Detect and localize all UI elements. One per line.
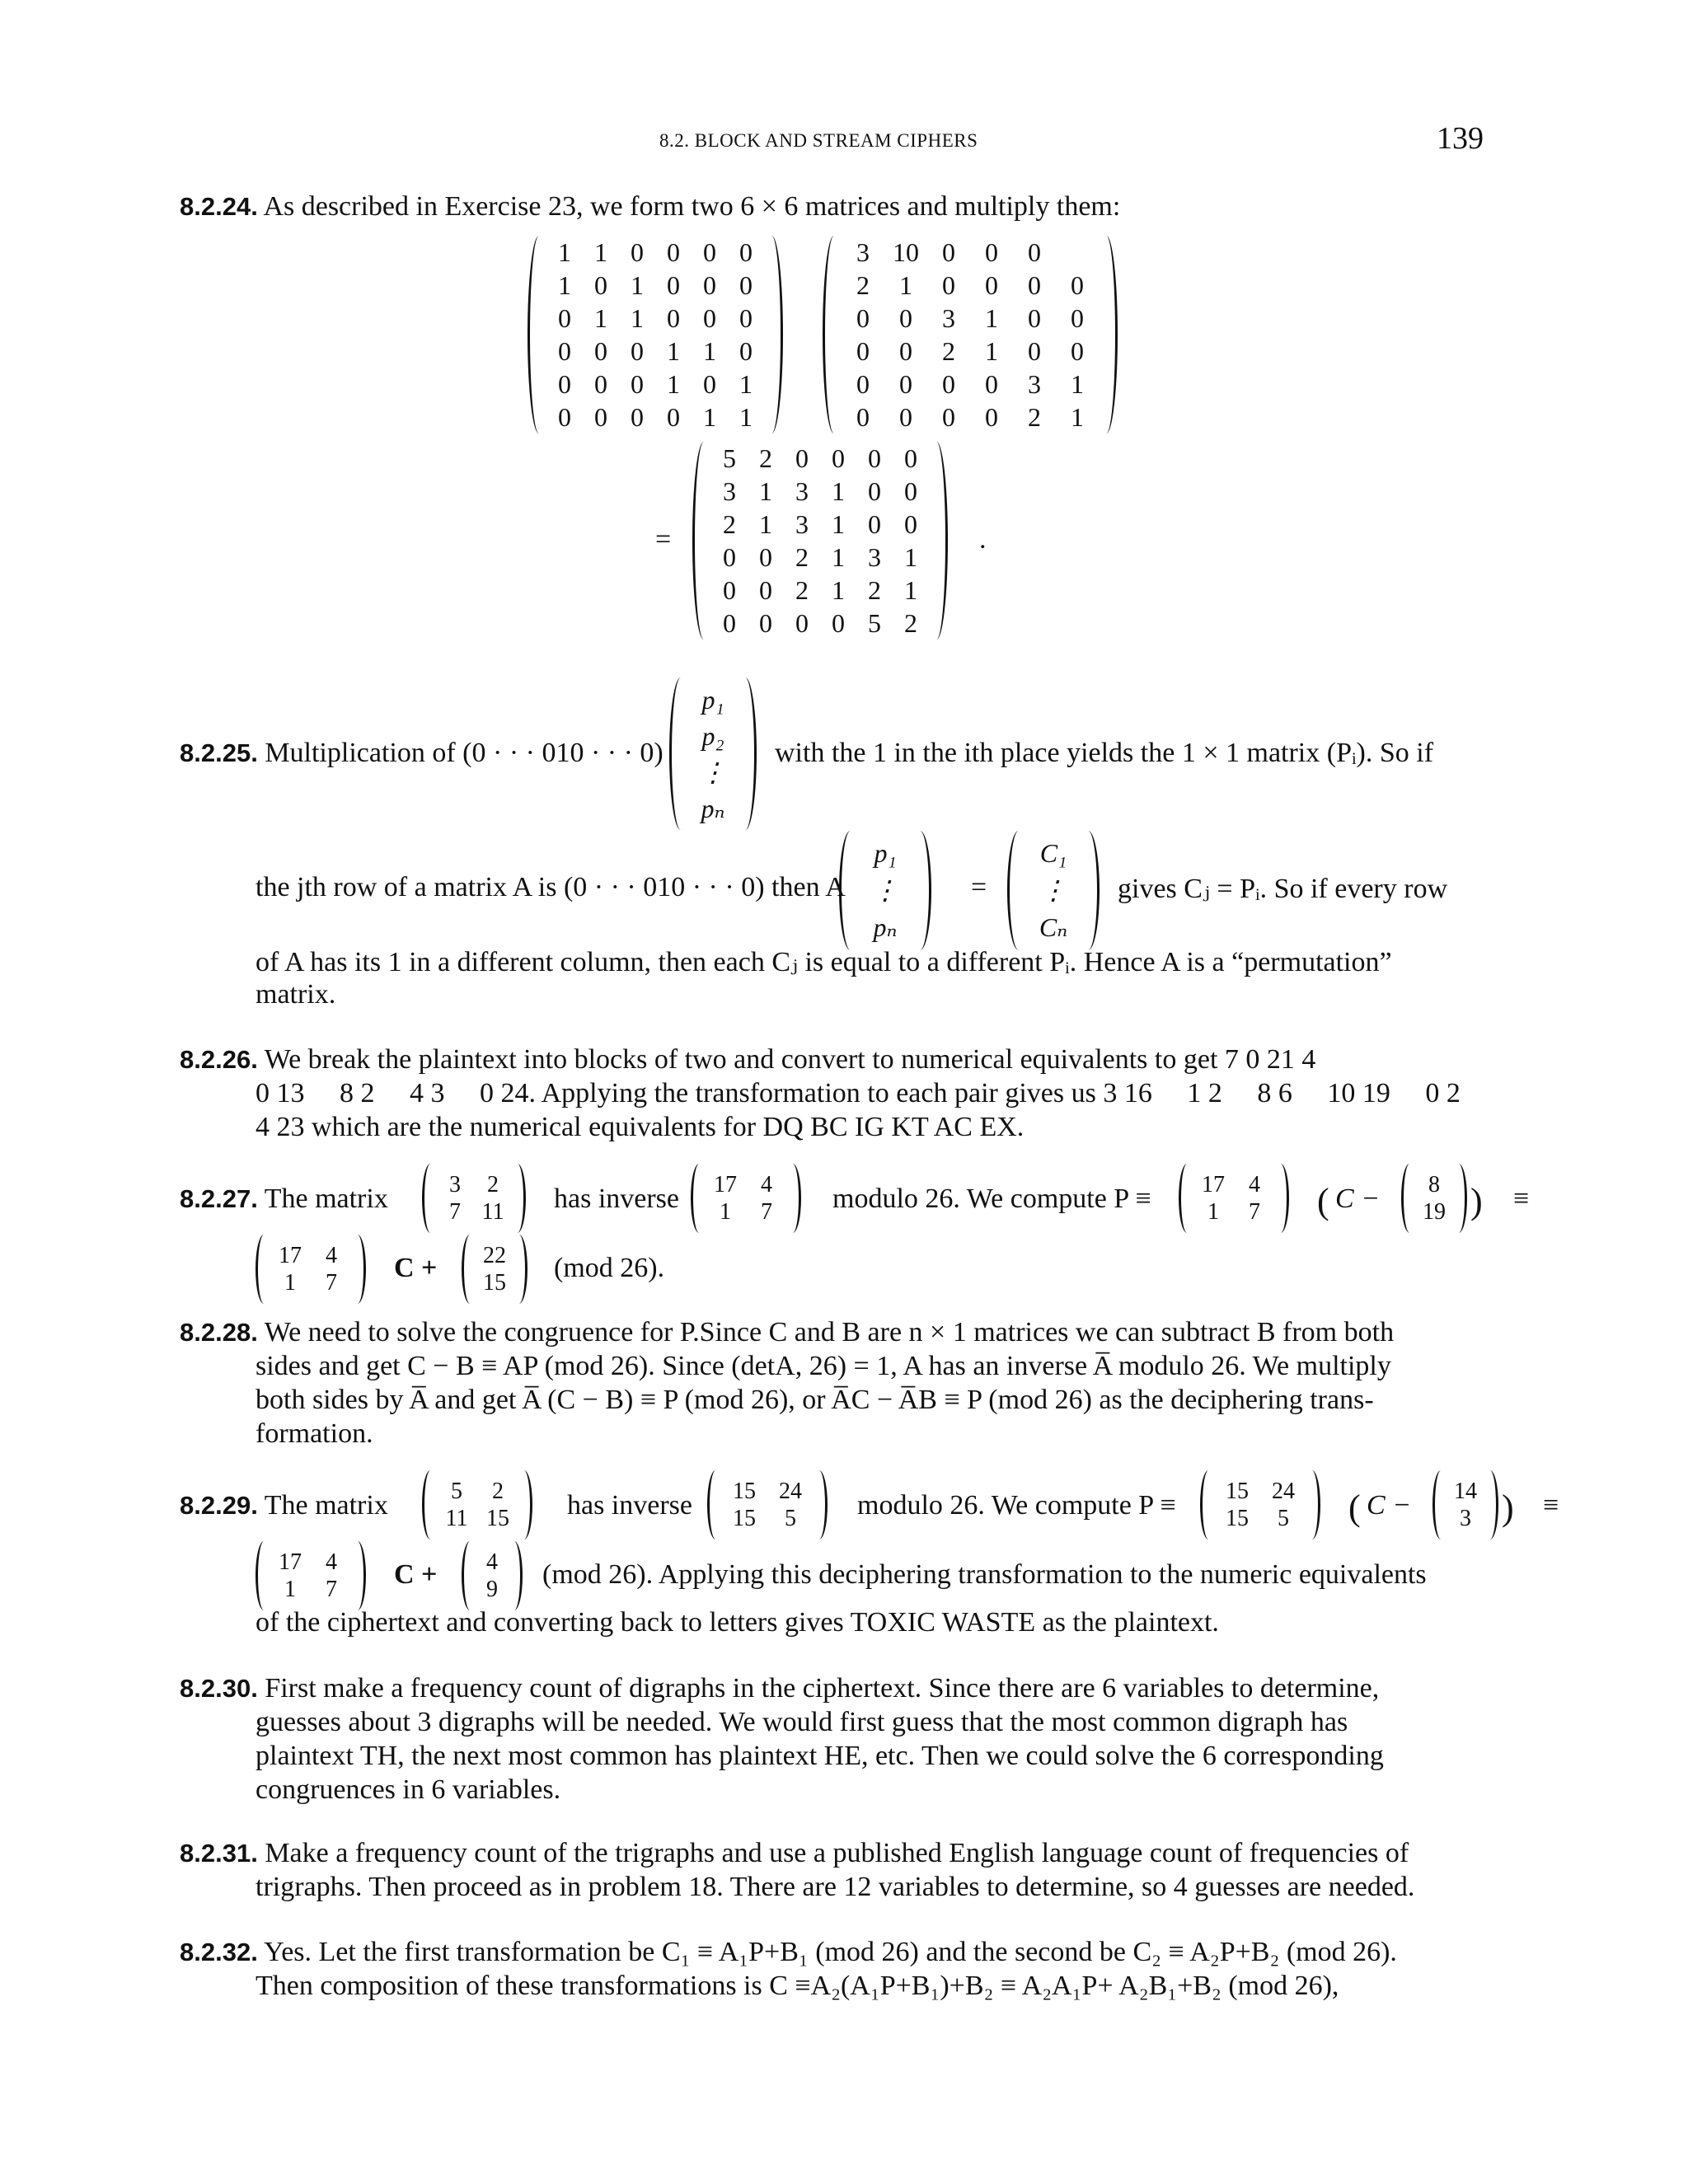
matrix-cell: 0 bbox=[703, 303, 716, 333]
column-vector-p bbox=[669, 677, 757, 830]
exercise-text: Then composition of these transformations is C ≡A₂(A₁P+B₁)+B₂ ≡ A₂A₁P+ A₂B₁+B₂ (mod 26), bbox=[256, 1971, 1339, 2001]
right-paren bbox=[512, 1164, 526, 1233]
matrix-cell: 0 bbox=[723, 542, 736, 572]
matrix-cell: 1 bbox=[558, 237, 571, 267]
matrix-cell: 1 bbox=[703, 336, 716, 366]
matrix-cell: 0 bbox=[703, 237, 716, 267]
left-paren bbox=[691, 1164, 705, 1233]
exercise-text: congruences in 6 variables. bbox=[256, 1774, 561, 1805]
page-header bbox=[0, 121, 1688, 160]
matrix-cell: 1 bbox=[284, 1577, 296, 1602]
matrix-b bbox=[823, 236, 1118, 434]
matrix-cell: 7 bbox=[449, 1199, 461, 1225]
matrix-grid bbox=[1193, 1164, 1275, 1233]
right-paren bbox=[912, 831, 931, 950]
matrix-cell: 0 bbox=[1028, 237, 1041, 267]
matrix-cell: 2 bbox=[942, 336, 955, 366]
matrix-cell: 4 bbox=[486, 1549, 498, 1575]
matrix-cell: 0 bbox=[904, 509, 917, 539]
equiv-sign: ≡ bbox=[1513, 1183, 1530, 1214]
matrix-cell: 15 bbox=[1226, 1506, 1249, 1531]
matrix-cell: pₙ bbox=[873, 912, 898, 942]
matrix-a bbox=[528, 236, 783, 434]
matrix-cell: 0 bbox=[942, 270, 955, 300]
exercise-text: formation. bbox=[256, 1418, 373, 1449]
right-paren bbox=[1453, 1164, 1467, 1233]
matrix-cell: 3 bbox=[449, 1172, 461, 1197]
matrix-cell: 0 bbox=[1028, 270, 1041, 300]
matrix-cell: 0 bbox=[904, 476, 917, 506]
matrix-27-a bbox=[422, 1164, 526, 1233]
matrix-cell: 0 bbox=[594, 336, 607, 366]
vector-27-b bbox=[462, 1235, 528, 1304]
matrix-product bbox=[692, 442, 948, 640]
matrix-a-grid bbox=[546, 236, 764, 434]
matrix-cell: 0 bbox=[899, 303, 912, 333]
right-paren bbox=[518, 1470, 532, 1540]
matrix-cell: 0 bbox=[739, 237, 753, 267]
right-paren bbox=[1275, 1164, 1289, 1233]
left-paren bbox=[256, 1235, 270, 1304]
matrix-cell: 0 bbox=[1071, 336, 1084, 366]
exercise-text: with the 1 in the ith place yields the 1 × 1 matrix (Pᵢ). So if bbox=[775, 738, 1434, 768]
matrix-cell: 0 bbox=[631, 336, 644, 366]
matrix-cell: 5 bbox=[723, 443, 736, 473]
matrix-cell: 0 bbox=[739, 303, 753, 333]
exercise-8-2-29-number bbox=[180, 1490, 388, 1521]
right-paren bbox=[513, 1235, 528, 1304]
exercise-number: 8.2.26. bbox=[180, 1045, 258, 1074]
matrix-29-c bbox=[1200, 1470, 1320, 1540]
matrix-cell: 5 bbox=[785, 1506, 796, 1531]
exercise-text: The matrix bbox=[264, 1183, 388, 1214]
matrix-cell: 11 bbox=[481, 1199, 504, 1225]
matrix-cell: 1 bbox=[1207, 1199, 1219, 1225]
matrix-grid bbox=[705, 1164, 787, 1233]
matrix-29-d bbox=[256, 1541, 366, 1610]
matrix-grid bbox=[721, 1470, 814, 1540]
matrix-cell: 7 bbox=[1249, 1199, 1260, 1225]
exercise-number: 8.2.31. bbox=[180, 1839, 258, 1868]
matrix-cell: 0 bbox=[631, 369, 644, 399]
matrix-cell: 2 bbox=[1028, 402, 1041, 432]
matrix-cell: 0 bbox=[703, 270, 716, 300]
left-paren bbox=[823, 236, 842, 434]
vector-grid bbox=[476, 1541, 509, 1610]
left-paren bbox=[462, 1541, 476, 1610]
matrix-cell: 11 bbox=[445, 1506, 468, 1531]
matrix-27-c bbox=[1179, 1164, 1289, 1233]
matrix-cell: 7 bbox=[326, 1577, 337, 1602]
exercise-text: plaintext TH, the next most common has plaintext HE, etc. Then we could solve the 6 corresponding bbox=[256, 1741, 1384, 1771]
matrix-cell: 0 bbox=[703, 369, 716, 399]
matrix-cell: 17 bbox=[279, 1243, 302, 1268]
vector-27-a bbox=[1401, 1164, 1467, 1233]
matrix-cell: 1 bbox=[631, 270, 644, 300]
matrix-cell: 0 bbox=[942, 237, 955, 267]
matrix-cell: 2 bbox=[487, 1172, 499, 1197]
matrix-cell: 0 bbox=[759, 608, 772, 638]
exercise-text: Make a frequency count of the trigraphs and use a published English language count of frequencies of bbox=[265, 1838, 1409, 1868]
matrix-cell: 14 bbox=[1454, 1479, 1477, 1504]
matrix-cell: 0 bbox=[899, 336, 912, 366]
matrix-cell: pₙ bbox=[701, 793, 725, 823]
exercise-text: Multiplication of (0 · · · 010 · · · 0) bbox=[265, 738, 663, 768]
matrix-27-inverse bbox=[691, 1164, 801, 1233]
right-paren bbox=[814, 1470, 828, 1540]
matrix-cell: 15 bbox=[733, 1506, 756, 1531]
exercise-8-2-26 bbox=[180, 1043, 1486, 1144]
left-paren bbox=[1007, 831, 1026, 950]
exercise-text: C + bbox=[394, 1253, 438, 1283]
matrix-cell: 3 bbox=[1460, 1506, 1471, 1531]
exercise-number: 8.2.28. bbox=[180, 1318, 258, 1347]
equals-sign: = bbox=[655, 524, 672, 555]
left-paren bbox=[669, 677, 688, 830]
matrix-29-inverse bbox=[707, 1470, 828, 1540]
matrix-cell: 17 bbox=[714, 1172, 737, 1197]
matrix-cell: ⋮ bbox=[1040, 875, 1067, 905]
matrix-grid bbox=[270, 1235, 352, 1304]
exercise-text: (mod 26). bbox=[554, 1253, 665, 1283]
matrix-cell: 0 bbox=[899, 369, 912, 399]
matrix-cell: 22 bbox=[483, 1243, 506, 1268]
left-paren bbox=[462, 1235, 476, 1304]
matrix-cell: 1 bbox=[832, 509, 845, 539]
matrix-cell: 0 bbox=[868, 443, 881, 473]
matrix-cell: 0 bbox=[739, 270, 753, 300]
matrix-cell: 0 bbox=[1071, 303, 1084, 333]
matrix-cell: 7 bbox=[761, 1199, 772, 1225]
matrix-cell: 0 bbox=[631, 402, 644, 432]
left-paren bbox=[1432, 1470, 1447, 1540]
matrix-cell: 2 bbox=[795, 542, 809, 572]
exercise-number: 8.2.29. bbox=[180, 1491, 258, 1520]
matrix-cell: 0 bbox=[1028, 303, 1041, 333]
page-number: 139 bbox=[1437, 121, 1484, 156]
matrix-cell: 19 bbox=[1423, 1199, 1446, 1225]
matrix-cell: 1 bbox=[594, 237, 607, 267]
matrix-cell: 2 bbox=[856, 270, 870, 300]
matrix-cell: 0 bbox=[899, 402, 912, 432]
big-paren-open: ( bbox=[1348, 1488, 1361, 1528]
matrix-cell: 15 bbox=[1226, 1479, 1249, 1504]
matrix-cell: p₁ bbox=[874, 838, 897, 868]
matrix-cell: 1 bbox=[558, 270, 571, 300]
matrix-cell: 0 bbox=[942, 369, 955, 399]
exercise-text: modulo 26. We compute P ≡ bbox=[857, 1490, 1176, 1521]
matrix-cell: 0 bbox=[631, 237, 644, 267]
matrix-cell: 0 bbox=[594, 369, 607, 399]
big-paren-open: ( bbox=[1317, 1181, 1329, 1221]
exercise-text: The matrix bbox=[264, 1490, 388, 1521]
matrix-cell: 0 bbox=[1028, 336, 1041, 366]
matrix-cell: 3 bbox=[868, 542, 881, 572]
matrix-cell: 0 bbox=[723, 575, 736, 605]
matrix-cell: 0 bbox=[832, 608, 845, 638]
matrix-cell: 4 bbox=[326, 1243, 337, 1268]
matrix-cell: 1 bbox=[985, 336, 998, 366]
exercise-text: (mod 26). Applying this deciphering transformation to the numeric equivalents bbox=[542, 1559, 1427, 1590]
matrix-cell: 5 bbox=[451, 1479, 462, 1504]
matrix-cell: 15 bbox=[486, 1506, 509, 1531]
matrix-product-grid bbox=[711, 442, 929, 640]
matrix-cell: 0 bbox=[594, 270, 607, 300]
matrix-cell: 0 bbox=[985, 270, 998, 300]
matrix-cell: 4 bbox=[326, 1549, 337, 1575]
left-paren bbox=[707, 1470, 721, 1540]
matrix-cell: 0 bbox=[667, 270, 680, 300]
matrix-cell: 0 bbox=[759, 575, 772, 605]
matrix-cell: 1 bbox=[759, 509, 772, 539]
matrix-cell: 1 bbox=[720, 1199, 731, 1225]
left-paren bbox=[256, 1541, 270, 1610]
exercise-text: We need to solve the congruence for P.Since C and B are n × 1 matrices we can subtract B from both bbox=[264, 1317, 1395, 1347]
left-paren bbox=[1179, 1164, 1193, 1233]
exercise-text: trigraphs. Then proceed as in problem 18. There are 12 variables to determine, so 4 guesses are needed. bbox=[256, 1872, 1415, 1902]
matrix-cell: 2 bbox=[759, 443, 772, 473]
right-paren bbox=[352, 1541, 366, 1610]
exercise-8-2-25-number bbox=[180, 738, 663, 769]
matrix-cell: 1 bbox=[284, 1270, 296, 1296]
left-paren bbox=[422, 1470, 436, 1540]
matrix-cell: 15 bbox=[733, 1479, 756, 1504]
matrix-cell: 0 bbox=[739, 336, 753, 366]
matrix-cell: Cₙ bbox=[1039, 912, 1068, 942]
matrix-cell: ⋮ bbox=[872, 875, 898, 905]
matrix-cell: 0 bbox=[1071, 270, 1084, 300]
equals-sign: = bbox=[971, 872, 987, 902]
matrix-cell: 0 bbox=[832, 443, 845, 473]
vector-c bbox=[1007, 831, 1100, 950]
exercise-text: 0 13 8 2 4 3 0 24. Applying the transformation to each pair gives us 3 16 1 2 8 6 10 19 0 2 bbox=[256, 1078, 1461, 1108]
exercise-8-2-24 bbox=[180, 190, 1486, 223]
matrix-cell: 1 bbox=[985, 303, 998, 333]
matrix-cell bbox=[1056, 236, 1099, 269]
exercise-text: sides and get C − B ≡ AP (mod 26). Since (detA, 26) = 1, A has an inverse A̅ modulo 26. We multiply bbox=[256, 1351, 1391, 1381]
matrix-cell: 0 bbox=[856, 402, 870, 432]
big-paren-close: ) bbox=[1502, 1488, 1514, 1528]
right-paren bbox=[1484, 1470, 1498, 1540]
matrix-b-grid bbox=[842, 236, 1099, 434]
matrix-cell: p₁ bbox=[701, 684, 724, 715]
exercise-text: matrix. bbox=[256, 979, 336, 1010]
exercise-text: C − bbox=[1335, 1183, 1381, 1214]
exercise-text: has inverse bbox=[567, 1490, 693, 1521]
matrix-grid bbox=[436, 1164, 512, 1233]
matrix-cell: 0 bbox=[667, 303, 680, 333]
right-paren bbox=[738, 677, 757, 830]
exercise-text: both sides by A̅ and get A̅ (C − B) ≡ P (mod 26), or A̅C − A̅B ≡ P (mod 26) as the deciphering trans- bbox=[256, 1385, 1374, 1415]
vector-29-a bbox=[1432, 1470, 1498, 1540]
equiv-sign: ≡ bbox=[1543, 1490, 1559, 1521]
matrix-cell: 1 bbox=[904, 575, 917, 605]
matrix-cell: 1 bbox=[759, 476, 772, 506]
matrix-cell: 3 bbox=[723, 476, 736, 506]
period: . bbox=[979, 524, 987, 555]
vector-grid bbox=[688, 677, 738, 830]
right-paren bbox=[787, 1164, 801, 1233]
exercise-8-2-31 bbox=[180, 1836, 1486, 1904]
matrix-cell: 1 bbox=[739, 402, 753, 432]
matrix-cell: C₁ bbox=[1039, 838, 1067, 868]
matrix-cell: 7 bbox=[326, 1270, 337, 1296]
matrix-grid bbox=[436, 1470, 518, 1540]
matrix-cell: 0 bbox=[904, 443, 917, 473]
matrix-cell: p₂ bbox=[701, 720, 724, 751]
matrix-cell: 3 bbox=[856, 237, 870, 267]
right-paren bbox=[1081, 831, 1100, 950]
right-paren bbox=[509, 1541, 523, 1610]
vector-grid bbox=[1447, 1470, 1484, 1540]
left-paren bbox=[422, 1164, 436, 1233]
matrix-cell: 0 bbox=[985, 402, 998, 432]
matrix-cell: 3 bbox=[942, 303, 955, 333]
left-paren bbox=[692, 442, 711, 640]
exercise-text: 4 23 which are the numerical equivalents for DQ BC IG KT AC EX. bbox=[256, 1112, 1025, 1142]
matrix-cell: 17 bbox=[1202, 1172, 1225, 1197]
matrix-cell: 5 bbox=[868, 608, 881, 638]
exercise-text: guesses about 3 digraphs will be needed. We would first guess that the most common digraph has bbox=[256, 1707, 1348, 1737]
matrix-cell: 0 bbox=[759, 542, 772, 572]
exercise-number: 8.2.25. bbox=[180, 738, 258, 767]
matrix-cell: 3 bbox=[795, 476, 809, 506]
matrix-cell: 1 bbox=[832, 476, 845, 506]
matrix-cell: 0 bbox=[594, 402, 607, 432]
matrix-cell: 4 bbox=[1249, 1172, 1260, 1197]
matrix-cell: 0 bbox=[868, 509, 881, 539]
exercise-number: 8.2.24. bbox=[180, 192, 258, 221]
matrix-cell: 1 bbox=[739, 369, 753, 399]
matrix-cell: 0 bbox=[795, 443, 809, 473]
matrix-cell: 1 bbox=[594, 303, 607, 333]
matrix-cell: 2 bbox=[904, 608, 917, 638]
matrix-cell: 2 bbox=[492, 1479, 504, 1504]
matrix-cell: 5 bbox=[1278, 1506, 1289, 1531]
vector-p bbox=[839, 831, 931, 950]
matrix-cell: 0 bbox=[558, 402, 571, 432]
exercise-text: C − bbox=[1367, 1490, 1412, 1521]
matrix-cell: 1 bbox=[667, 336, 680, 366]
matrix-cell: 8 bbox=[1428, 1172, 1440, 1197]
exercise-text: Yes. Let the first transformation be C₁ ≡ A₁P+B₁ (mod 26) and the second be C₂ ≡ A₂P+B₂ (mod 26). bbox=[264, 1937, 1397, 1967]
exercise-8-2-28 bbox=[180, 1315, 1486, 1451]
matrix-cell: 24 bbox=[779, 1479, 802, 1504]
exercise-8-2-30 bbox=[180, 1671, 1486, 1807]
vector-grid bbox=[476, 1235, 513, 1304]
matrix-grid bbox=[270, 1541, 352, 1610]
matrix-cell: 1 bbox=[667, 369, 680, 399]
matrix-cell: 2 bbox=[723, 509, 736, 539]
matrix-cell: 3 bbox=[795, 509, 809, 539]
matrix-cell: 1 bbox=[631, 303, 644, 333]
exercise-number: 8.2.32. bbox=[180, 1938, 258, 1966]
matrix-cell: 10 bbox=[893, 237, 919, 267]
vector-29-b bbox=[462, 1541, 523, 1610]
matrix-cell: 0 bbox=[868, 476, 881, 506]
matrix-cell: 3 bbox=[1028, 369, 1041, 399]
exercise-text: of A has its 1 in a different column, then each Cⱼ is equal to a different Pᵢ. Hence A is a “permutation” bbox=[256, 947, 1392, 977]
matrix-cell: 1 bbox=[1071, 369, 1084, 399]
matrix-cell: 1 bbox=[703, 402, 716, 432]
running-head: 8.2. BLOCK AND STREAM CIPHERS bbox=[659, 130, 978, 151]
exercise-number: 8.2.27. bbox=[180, 1184, 258, 1213]
exercise-text: gives Cⱼ = Pᵢ. So if every row bbox=[1118, 874, 1448, 904]
matrix-cell: 0 bbox=[667, 237, 680, 267]
matrix-cell: 1 bbox=[832, 575, 845, 605]
exercise-8-2-27-number bbox=[180, 1183, 388, 1215]
right-paren bbox=[764, 236, 783, 434]
matrix-cell: 2 bbox=[795, 575, 809, 605]
matrix-cell: 1 bbox=[1071, 402, 1084, 432]
left-paren bbox=[1401, 1164, 1415, 1233]
matrix-cell: 2 bbox=[868, 575, 881, 605]
matrix-cell: 0 bbox=[856, 369, 870, 399]
exercise-8-2-32 bbox=[180, 1935, 1486, 2003]
matrix-cell: 0 bbox=[558, 336, 571, 366]
matrix-29-a bbox=[422, 1470, 532, 1540]
exercise-text: As described in Exercise 23, we form two 6 × 6 matrices and multiply them: bbox=[263, 191, 1121, 222]
right-paren bbox=[352, 1235, 366, 1304]
left-paren bbox=[839, 831, 858, 950]
exercise-text: C + bbox=[394, 1559, 438, 1590]
exercise-text: the jth row of a matrix A is (0 · · · 010 · · · 0) then A bbox=[256, 872, 846, 902]
exercise-text: We break the plaintext into blocks of two and convert to numerical equivalents to get 7 0 21 4 bbox=[264, 1044, 1316, 1075]
matrix-cell: 0 bbox=[942, 402, 955, 432]
left-paren bbox=[528, 236, 546, 434]
matrix-cell: ⋮ bbox=[700, 757, 726, 787]
matrix-cell: 0 bbox=[558, 303, 571, 333]
exercise-text: of the ciphertext and converting back to letters gives TOXIC WASTE as the plaintext. bbox=[256, 1607, 1219, 1638]
big-paren-close: ) bbox=[1470, 1181, 1483, 1221]
matrix-cell: 0 bbox=[856, 336, 870, 366]
matrix-cell: 1 bbox=[832, 542, 845, 572]
matrix-cell: 0 bbox=[723, 608, 736, 638]
matrix-cell: 15 bbox=[483, 1270, 506, 1296]
matrix-cell: 1 bbox=[899, 270, 912, 300]
vector-grid bbox=[858, 831, 912, 950]
matrix-cell: 0 bbox=[558, 369, 571, 399]
right-paren bbox=[1099, 236, 1118, 434]
matrix-cell: 0 bbox=[795, 608, 809, 638]
vector-grid bbox=[1415, 1164, 1453, 1233]
matrix-cell: 17 bbox=[279, 1549, 302, 1575]
matrix-cell: 0 bbox=[856, 303, 870, 333]
matrix-cell: 0 bbox=[667, 402, 680, 432]
exercise-text: First make a frequency count of digraphs in the ciphertext. Since there are 6 variables to determine, bbox=[265, 1673, 1380, 1704]
exercise-text: has inverse bbox=[554, 1183, 680, 1214]
matrix-cell: 1 bbox=[904, 542, 917, 572]
right-paren bbox=[1306, 1470, 1320, 1540]
right-paren bbox=[929, 442, 948, 640]
exercise-number: 8.2.30. bbox=[180, 1674, 258, 1703]
vector-grid bbox=[1026, 831, 1081, 950]
exercise-text: modulo 26. We compute P ≡ bbox=[832, 1183, 1151, 1214]
left-paren bbox=[1200, 1470, 1214, 1540]
matrix-grid bbox=[1214, 1470, 1306, 1540]
matrix-cell: 4 bbox=[761, 1172, 772, 1197]
matrix-cell: 0 bbox=[985, 369, 998, 399]
matrix-cell: 0 bbox=[985, 237, 998, 267]
matrix-cell: 24 bbox=[1272, 1479, 1295, 1504]
matrix-cell: 9 bbox=[486, 1577, 498, 1602]
matrix-27-d bbox=[256, 1235, 366, 1304]
